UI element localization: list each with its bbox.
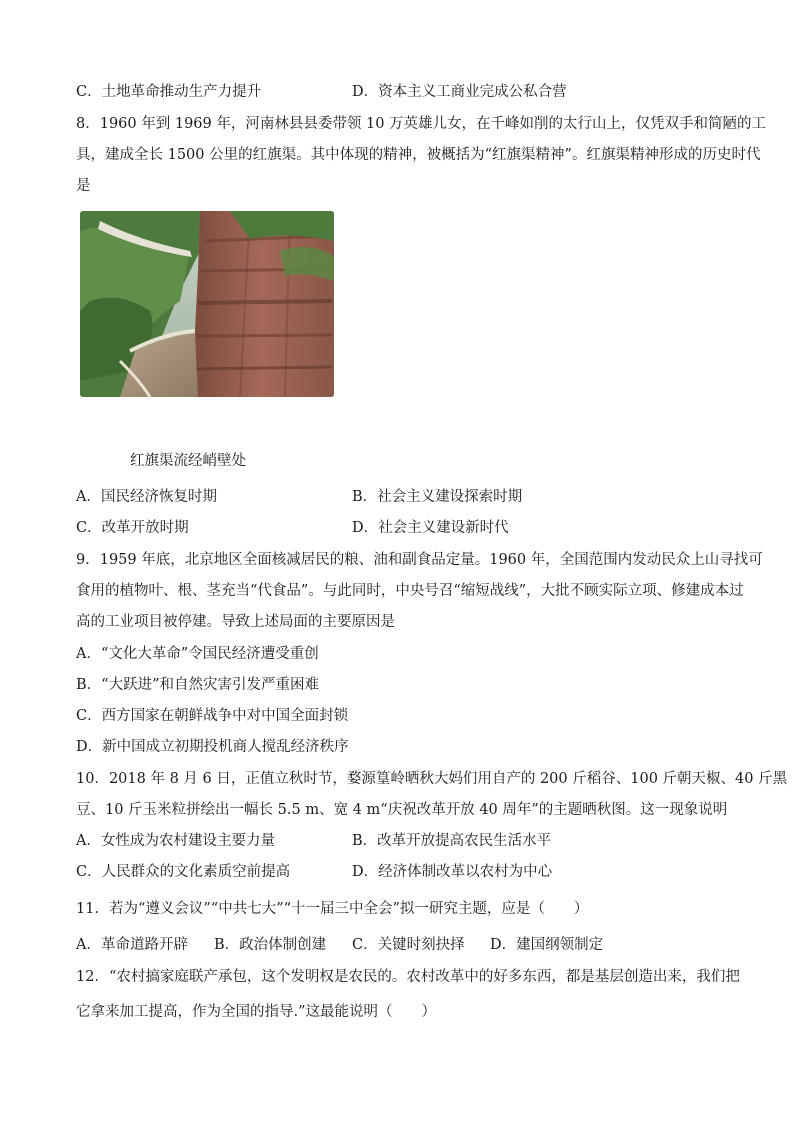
q8-option-d: D．社会主义建设新时代	[352, 520, 509, 536]
q8-option-b: B．社会主义建设探索时期	[352, 489, 523, 505]
q9-stem-line-1: 9．1959 年底，北京地区全面核减居民的粮、油和副食品定量。1960 年，全国范围内发动民众上山寻找可	[76, 552, 763, 568]
q8-option-c: C．改革开放时期	[76, 520, 189, 536]
q7-option-c: C．土地革命推动生产力提升	[76, 84, 262, 100]
q11-option-b: B．政治体制创建	[214, 937, 327, 953]
q8-stem-line-2: 具，建成全长 1500 公里的红旗渠。其中体现的精神，被概括为“红旗渠精神”。红旗渠精神形成的历史时代	[76, 147, 761, 163]
q8-stem-line-1: 8．1960 年到 1969 年，河南林县县委带领 10 万英雄儿女，在千峰如削的太行山上，仅凭双手和简陋的工	[76, 116, 767, 132]
red-flag-canal-cliff-photo	[80, 211, 334, 397]
q9-option-d: D．新中国成立初期投机商人搅乱经济秩序	[76, 739, 349, 755]
q8-options-row-cd	[76, 518, 726, 538]
q12-stem-line-1: 12．“农村搞家庭联产承包，这个发明权是农民的。农村改革中的好多东西，都是基层创造出来，我们把	[76, 969, 740, 985]
q11-stem-line-1: 11．若为“遵义会议”“中共七大”“十一届三中全会”拟一研究主题，应是（ ）	[76, 901, 589, 917]
q9-stem-line-3: 高的工业项目被停建。导致上述局面的主要原因是	[76, 614, 395, 630]
q11-option-c: C．关键时刻抉择	[352, 937, 465, 953]
q10-option-a: A．女性成为农村建设主要力量	[76, 833, 275, 849]
q7-option-d: D．资本主义工商业完成公私合营	[352, 84, 567, 100]
q11-options-row	[76, 935, 726, 955]
q10-options-row-ab	[76, 831, 726, 851]
q11-option-d: D．建国纲领制定	[490, 937, 604, 953]
q8-stem-line-3: 是	[76, 178, 91, 194]
photo-caption: 红旗渠流经峭壁处	[130, 453, 246, 469]
q12-stem-line-2: 它拿来加工提高，作为全国的指导.”这最能说明（ ）	[76, 1004, 437, 1020]
q9-stem-line-2: 食用的植物叶、根、茎充当“代食品”。与此同时，中央号召“缩短战线”，大批不顾实际立项、修建成本过	[76, 583, 744, 599]
q10-option-c: C．人民群众的文化素质空前提高	[76, 864, 291, 880]
q10-option-d: D．经济体制改革以农村为中心	[352, 864, 553, 880]
q10-option-b: B．改革开放提高农民生活水平	[352, 833, 552, 849]
q8-options-row-ab	[76, 487, 726, 507]
q9-option-a: A．“文化大革命”令国民经济遭受重创	[76, 646, 319, 662]
q9-option-b: B．“大跃进”和自然灾害引发严重困难	[76, 677, 319, 693]
q10-stem-line-1: 10．2018 年 8 月 6 日，正值立秋时节，婺源篁岭晒秋大妈们用自产的 200 斤稻谷、100 斤朝天椒、40 斤黑	[76, 771, 788, 787]
q11-option-a: A．革命道路开辟	[76, 937, 188, 953]
q10-options-row-cd	[76, 862, 726, 882]
q7-options-row-cd	[76, 82, 726, 102]
q10-stem-line-2: 豆、10 斤玉米粒拼绘出一幅长 5.5 m、宽 4 m“庆祝改革开放 40 周年”的主题晒秋图。这一现象说明	[76, 802, 728, 818]
q9-option-c: C．西方国家在朝鲜战争中对中国全面封锁	[76, 708, 349, 724]
q8-option-a: A．国民经济恢复时期	[76, 489, 217, 505]
